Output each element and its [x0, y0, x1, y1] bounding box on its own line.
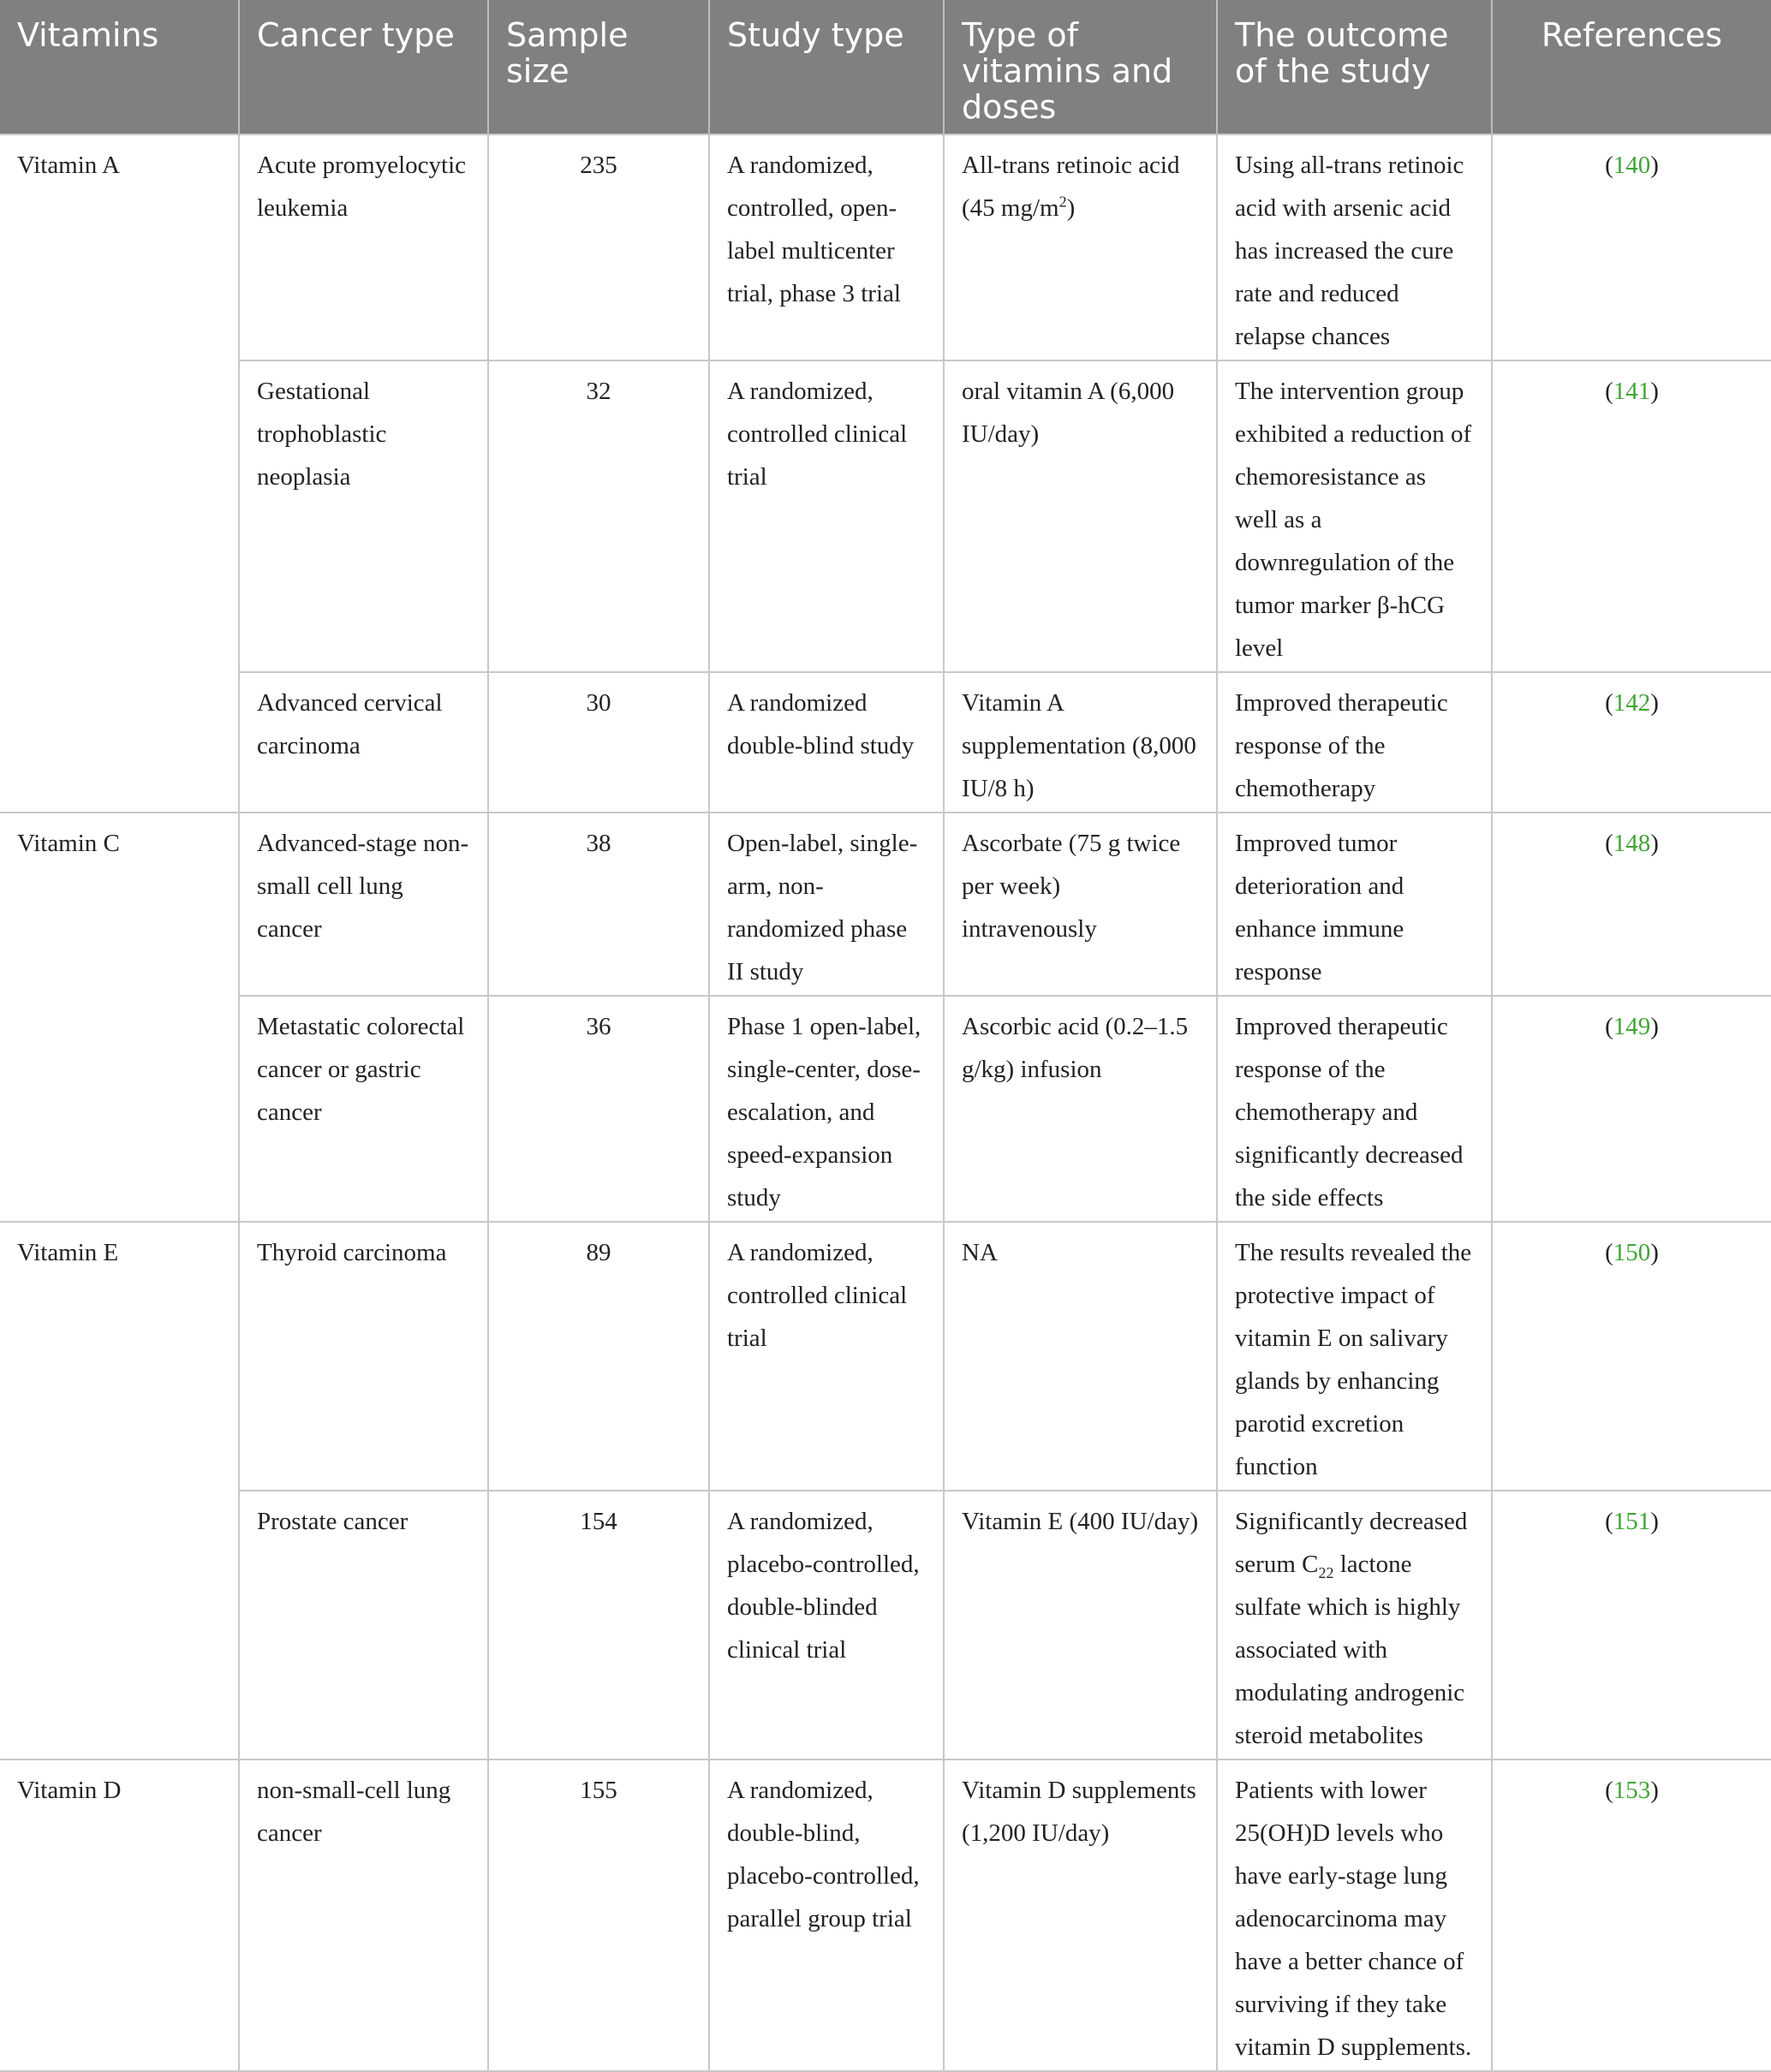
outcome-cell: Using all-trans retinoic acid with arsenic acid has increased the cure rate and reduced relapse chances: [1217, 134, 1492, 360]
reference-cell: (141): [1492, 360, 1771, 672]
sample-size-cell: 38: [488, 813, 709, 996]
table-row: [0, 813, 1771, 996]
reference-link[interactable]: 140: [1613, 152, 1651, 179]
reference-cell: (153): [1492, 1759, 1771, 2071]
dose-cell: Ascorbate (75 g twice per week) intravenously: [944, 813, 1217, 996]
table-row: [0, 1222, 1771, 1491]
outcome-cell: The results revealed the protective impact of vitamin E on salivary glands by enhancing parotid excretion function: [1217, 1222, 1492, 1491]
study-type-cell: A randomized, double-blind, placebo-controlled, parallel group trial: [709, 1759, 944, 2071]
sample-size-cell: 32: [488, 360, 709, 672]
sample-size-cell: 36: [488, 996, 709, 1222]
dose-cell: Ascorbic acid (0.2–1.5 g/kg) infusion: [944, 996, 1217, 1222]
reference-cell: (150): [1492, 1222, 1771, 1491]
header-references: References: [1492, 0, 1771, 134]
header-vitamin-doses: Type of vitamins and doses: [944, 0, 1217, 134]
reference-link[interactable]: 141: [1613, 378, 1651, 405]
table-row: [0, 360, 1771, 672]
header-sample-size: Sample size: [488, 0, 709, 134]
reference-cell: (142): [1492, 672, 1771, 813]
vitamin-cell: Vitamin C: [0, 813, 239, 1222]
outcome-cell: Improved therapeutic response of the chemotherapy and significantly decreased the side effects: [1217, 996, 1492, 1222]
outcome-cell: Improved tumor deterioration and enhance immune response: [1217, 813, 1492, 996]
cancer-type-cell: Thyroid carcinoma: [239, 1222, 488, 1491]
dose-cell: Vitamin D supplements (1,200 IU/day): [944, 1759, 1217, 2071]
vitamin-cell: Vitamin D: [0, 1759, 239, 2071]
reference-link[interactable]: 153: [1613, 1777, 1651, 1804]
header-study-type: Study type: [709, 0, 944, 134]
study-type-cell: A randomized, controlled clinical trial: [709, 360, 944, 672]
cancer-type-cell: non-small-cell lung cancer: [239, 1759, 488, 2071]
reference-cell: (148): [1492, 813, 1771, 996]
table-row: [0, 1491, 1771, 1759]
reference-link[interactable]: 148: [1613, 830, 1651, 857]
outcome-cell: Significantly decreased serum $C_{22}$ lactone sulfate which is highly associated with modulating androgenic steroid metabolites: [1217, 1491, 1492, 1759]
table-row: [0, 672, 1771, 813]
dose-cell: All-trans retinoic acid (45 $mg/m^2$): [944, 134, 1217, 360]
cancer-type-cell: Metastatic colorectal cancer or gastric cancer: [239, 996, 488, 1222]
cancer-type-cell: Acute promyelocytic leukemia: [239, 134, 488, 360]
cancer-type-cell: Gestational trophoblastic neoplasia: [239, 360, 488, 672]
study-type-cell: A randomized, controlled clinical trial: [709, 1222, 944, 1491]
header-outcome: The outcome of the study: [1217, 0, 1492, 134]
table-header-row: [0, 0, 1771, 134]
cancer-type-cell: Advanced cervical carcinoma: [239, 672, 488, 813]
outcome-cell: Improved therapeutic response of the chemotherapy: [1217, 672, 1492, 813]
outcome-cell: The intervention group exhibited a reduction of chemoresistance as well as a downregulation of the tumor marker β-hCG level: [1217, 360, 1492, 672]
cancer-type-cell: Advanced-stage non-small cell lung cancer: [239, 813, 488, 996]
vitamin-cell: Vitamin E: [0, 1222, 239, 1759]
dose-cell: Vitamin A supplementation (8,000 IU/8 h): [944, 672, 1217, 813]
table-row: [0, 1759, 1771, 2071]
sample-size-cell: 235: [488, 134, 709, 360]
dose-cell: oral vitamin A (6,000 IU/day): [944, 360, 1217, 672]
table-row: [0, 996, 1771, 1222]
reference-cell: (149): [1492, 996, 1771, 1222]
sample-size-cell: 30: [488, 672, 709, 813]
reference-link[interactable]: 149: [1613, 1013, 1651, 1040]
study-type-cell: A randomized double-blind study: [709, 672, 944, 813]
study-type-cell: Phase 1 open-label, single-center, dose-escalation, and speed-expansion study: [709, 996, 944, 1222]
reference-link[interactable]: 142: [1613, 689, 1651, 717]
reference-link[interactable]: 150: [1613, 1239, 1651, 1266]
sample-size-cell: 155: [488, 1759, 709, 2071]
reference-cell: (140): [1492, 134, 1771, 360]
dose-cell: Vitamin E (400 IU/day): [944, 1491, 1217, 1759]
reference-cell: (151): [1492, 1491, 1771, 1759]
header-cancer-type: Cancer type: [239, 0, 488, 134]
study-type-cell: A randomized, controlled, open-label multicenter trial, phase 3 trial: [709, 134, 944, 360]
cancer-type-cell: Prostate cancer: [239, 1491, 488, 1759]
study-type-cell: A randomized, placebo-controlled, double-blinded clinical trial: [709, 1491, 944, 1759]
header-vitamins: Vitamins: [0, 0, 239, 134]
sample-size-cell: 89: [488, 1222, 709, 1491]
dose-cell: NA: [944, 1222, 1217, 1491]
study-type-cell: Open-label, single-arm, non-randomized phase II study: [709, 813, 944, 996]
reference-link[interactable]: 151: [1613, 1508, 1651, 1535]
sample-size-cell: 154: [488, 1491, 709, 1759]
outcome-cell: Patients with lower 25(OH)D levels who have early-stage lung adenocarcinoma may have a better chance of surviving if they take vitamin D supplements.: [1217, 1759, 1492, 2071]
vitamin-cell: Vitamin A: [0, 134, 239, 813]
table-row: [0, 134, 1771, 360]
